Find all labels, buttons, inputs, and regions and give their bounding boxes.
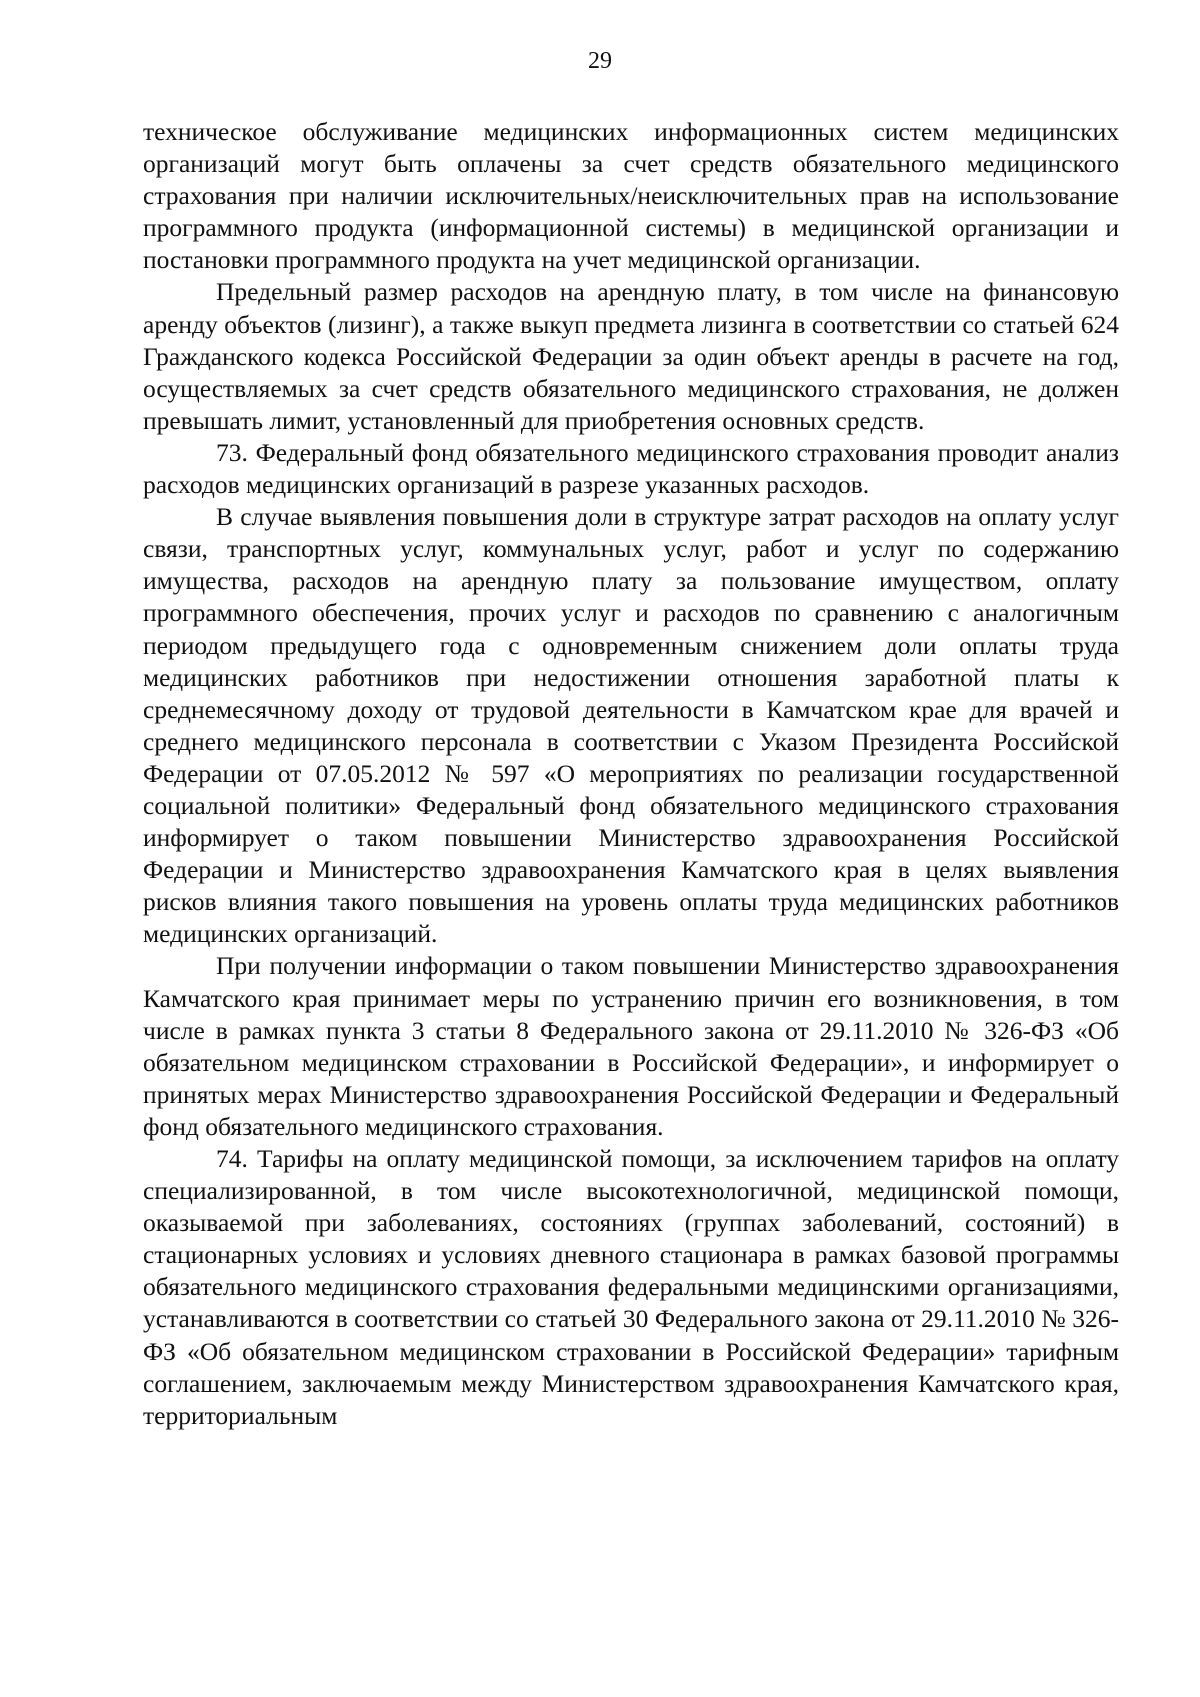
paragraph-item-74: 74. Тарифы на оплату медицинской помощи, за исключением тарифов на оплату специализированной, в том числе высокотехнологичной, медицинской помощи, оказываемой при заболеваниях, состояниях (группах заболеваний, состояний) в стационарных условиях и условиях дневного стационара в рамках базовой программы обязательного медицинского страхования федеральными медицинскими организациями, устанавливаются в соответствии со статьей 30 Федерального закона от 29.11.2010 № 326-ФЗ «Об обязательном медицинском страховании в Российской Федерации» тарифным соглашением, заключаемым между Министерством здравоохранения Камчатского края, территориальным bbox=[143, 1144, 1119, 1430]
paragraph-ministry-measures: При получении информации о таком повышении Министерство здравоохранения Камчатского края принимает меры по устранению причин его возникновения, в том числе в рамках пункта 3 статьи 8 Федерального закона от 29.11.2010 № 326-ФЗ «Об обязательном медицинском страховании в Российской Федерации», и информирует о принятых мерах Министерство здравоохранения Российской Федерации и Федеральный фонд обязательного медицинского страхования. bbox=[143, 951, 1119, 1141]
page-number: 29 bbox=[588, 48, 612, 74]
paragraph-cost-increase: В случае выявления повышения доли в структуре затрат расходов на оплату услуг связи, транспортных услуг, коммунальных услуг, работ и услуг по содержанию имущества, расходов на арендную плату за пользование имуществом, оплату программного обеспечения, прочих услуг и расходов по сравнению с аналогичным периодом предыдущего года с одновременным снижением доли оплаты труда медицинских работников при недостижении отношения заработной платы к среднемесячному доходу от трудовой деятельности в Камчатском крае для врачей и среднего медицинского персонала в соответствии с Указом Президента Российской Федерации от 07.05.2012 № 597 «О мероприятиях по реализации государственной социальной политики» Федеральный фонд обязательного медицинского страхования информирует о таком повышении Министерство здравоохранения Российской Федерации и Министерство здравоохранения Камчатского края в целях выявления рисков влияния такого повышения на уровень оплаты труда медицинских работников медицинских организаций. bbox=[143, 502, 1119, 949]
paragraph-continuation: техническое обслуживание медицинских информационных систем медицинских организаций могут быть оплачены за счет средств обязательного медицинского страхования при наличии исключительных/неисключительных прав на использование программного продукта (информационной системы) в медицинской организации и постановки программного продукта на учет медицинской организации. bbox=[143, 117, 1119, 275]
paragraph-item-73: 73. Федеральный фонд обязательного медицинского страхования проводит анализ расходов медицинских организаций в разрезе указанных расходов. bbox=[143, 437, 1119, 500]
document-body bbox=[143, 116, 1119, 1432]
paragraph-lease-limit: Предельный размер расходов на арендную плату, в том числе на финансовую аренду объектов (лизинг), а также выкуп предмета лизинга в соответствии со статьей 624 Гражданского кодекса Российской Федерации за один объект аренды в расчете на год, осуществляемых за счет средств обязательного медицинского страхования, не должен превышать лимит, установленный для приобретения основных средств. bbox=[143, 277, 1119, 435]
